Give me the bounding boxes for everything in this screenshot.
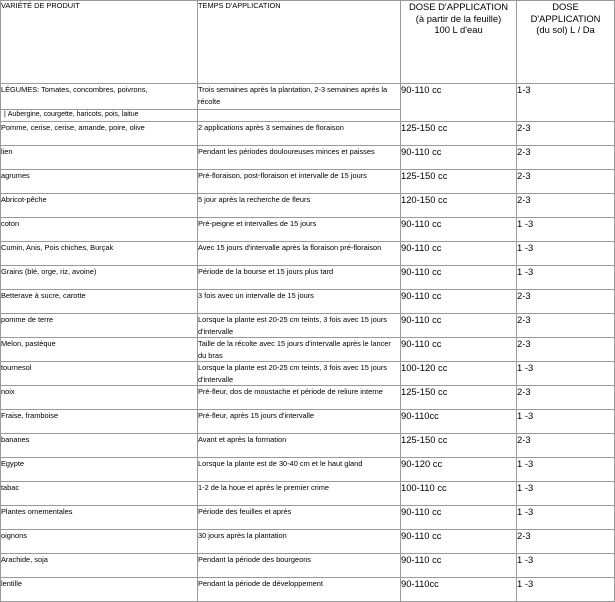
table-row-vegetables bbox=[1, 84, 615, 110]
cell-soil-dose: 2-3 bbox=[517, 290, 615, 314]
cell-variety: bananes bbox=[1, 434, 198, 458]
cell-soil-dose: 2-3 bbox=[517, 434, 615, 458]
cell-timing-text: 3 fois avec un intervalle de 15 jours bbox=[198, 291, 314, 300]
cell-timing bbox=[198, 242, 401, 266]
cell-timing-sub-empty bbox=[198, 110, 401, 122]
table-row bbox=[1, 362, 615, 386]
cell-timing bbox=[198, 458, 401, 482]
table-row bbox=[1, 194, 615, 218]
cell-timing-text: 5 jour après la recherche de fleurs bbox=[198, 195, 311, 204]
header-row bbox=[1, 1, 615, 84]
cell-timing-text: Taille de la récolte avec 15 jours d'intervalle après le lancer du bras bbox=[198, 339, 391, 359]
cell-leaf-dose: 90-110 cc bbox=[401, 290, 517, 314]
cell-timing-text: Pré-fleur, dos de moustache et période de reliure interne bbox=[198, 387, 383, 396]
cell-variety: Melon, pastèque bbox=[1, 338, 198, 362]
cell-variety: Abricot-pêche bbox=[1, 194, 198, 218]
cell-timing bbox=[198, 170, 401, 194]
cell-timing-text: Période de la bourse et 15 jours plus tard bbox=[198, 267, 334, 276]
cell-variety: agrumes bbox=[1, 170, 198, 194]
cell-variety: Cumin, Anis, Pois chiches, Burçak bbox=[1, 242, 198, 266]
cell-variety: Grains (blé, orge, riz, avoine) bbox=[1, 266, 198, 290]
cell-soil-dose: 1 -3 bbox=[517, 218, 615, 242]
cell-timing bbox=[198, 362, 401, 386]
cell-timing bbox=[198, 194, 401, 218]
cell-timing bbox=[198, 506, 401, 530]
cell-timing-text: Période des feuilles et après bbox=[198, 507, 292, 516]
cell-timing-text: Pendant la période des bourgeons bbox=[198, 555, 311, 564]
cell-soil-dose: 2-3 bbox=[517, 530, 615, 554]
cell-timing-text: Pré-floraison, post-floraison et intervalle de 15 jours bbox=[198, 171, 367, 180]
cell-variety: Pomme, cerise, cerise, amande, poire, olive bbox=[1, 122, 198, 146]
cell-soil-dose: 2-3 bbox=[517, 338, 615, 362]
cell-soil-dose: 2-3 bbox=[517, 146, 615, 170]
cell-timing-text: Trois semaines après la plantation, 2-3 semaines après la récolte bbox=[198, 85, 388, 105]
cell-variety: oignons bbox=[1, 530, 198, 554]
cell-timing-text: Pré-peigne et intervalles de 15 jours bbox=[198, 219, 317, 228]
cell-variety-sub-text: Aubergine, courgette, haricots, pois, laitue bbox=[7, 111, 139, 118]
table-row bbox=[1, 122, 615, 146]
header-leaf-dose bbox=[401, 1, 517, 84]
cell-soil-dose: 1 -3 bbox=[517, 410, 615, 434]
cell-timing bbox=[198, 386, 401, 410]
cell-soil-dose: 2-3 bbox=[517, 122, 615, 146]
cell-leaf-dose: 125-150 cc bbox=[401, 170, 517, 194]
cell-timing bbox=[198, 146, 401, 170]
table-row bbox=[1, 554, 615, 578]
cell-variety-sub: | Aubergine, courgette, haricots, pois, laitue bbox=[1, 110, 198, 122]
cell-leaf-dose: 125-150 cc bbox=[401, 386, 517, 410]
cell-variety: Plantes ornementales bbox=[1, 506, 198, 530]
cell-leaf-dose: 90-110 cc bbox=[401, 338, 517, 362]
cell-soil-dose: 1 -3 bbox=[517, 458, 615, 482]
cell-timing bbox=[198, 554, 401, 578]
header-soil-dose-line3: (du sol) L / Da bbox=[536, 24, 595, 35]
header-variety: VARIÉTÉ DE PRODUIT bbox=[1, 1, 198, 84]
cell-variety: tabac bbox=[1, 482, 198, 506]
cell-timing-text: Lorsque la plante est 20-25 cm teints, 3 fois avec 15 jours d'intervalle bbox=[198, 363, 387, 383]
cell-timing bbox=[198, 434, 401, 458]
cell-leaf-dose: 100-120 cc bbox=[401, 362, 517, 386]
cell-timing-text: Avec 15 jours d'intervalle après la floraison pré-floraison bbox=[198, 243, 382, 252]
cell-leaf-dose: 90-110 cc bbox=[401, 314, 517, 338]
cell-variety: pomme de terre bbox=[1, 314, 198, 338]
cell-soil-dose: 2-3 bbox=[517, 386, 615, 410]
cell-soil-dose: 1-3 bbox=[517, 84, 615, 122]
cell-leaf-dose: 90-110cc bbox=[401, 410, 517, 434]
cell-timing bbox=[198, 338, 401, 362]
cell-variety: Arachide, soja bbox=[1, 554, 198, 578]
table-row bbox=[1, 482, 615, 506]
table-row bbox=[1, 506, 615, 530]
cell-variety: LÉGUMES: Tomates, concombres, poivrons, bbox=[1, 84, 198, 110]
cell-soil-dose: 1 -3 bbox=[517, 242, 615, 266]
cell-soil-dose: 1 -3 bbox=[517, 506, 615, 530]
header-leaf-dose-line1: DOSE D'APPLICATION bbox=[408, 1, 509, 12]
cell-variety: coton bbox=[1, 218, 198, 242]
cell-timing-text: 30 jours après la plantation bbox=[198, 531, 287, 540]
table-row bbox=[1, 290, 615, 314]
cell-leaf-dose: 90-110 cc bbox=[401, 84, 517, 122]
table-row bbox=[1, 386, 615, 410]
cell-leaf-dose: 125-150 cc bbox=[401, 434, 517, 458]
cell-timing-text: Lorsque la plante est 20-25 cm teints, 3 fois avec 15 jours d'intervalle bbox=[198, 315, 387, 335]
cell-timing bbox=[198, 482, 401, 506]
header-soil-dose bbox=[517, 1, 615, 84]
cell-timing bbox=[198, 530, 401, 554]
cell-timing-text: 2 applications après 3 semaines de floraison bbox=[198, 123, 344, 132]
header-leaf-dose-line2: (à partir de la feuille) bbox=[415, 12, 502, 24]
table-row bbox=[1, 314, 615, 338]
cell-timing-text: Pré-fleur, après 15 jours d'intervalle bbox=[198, 411, 315, 420]
table-row bbox=[1, 338, 615, 362]
cell-soil-dose: 2-3 bbox=[517, 314, 615, 338]
cell-timing bbox=[198, 122, 401, 146]
cell-variety: Fraise, framboise bbox=[1, 410, 198, 434]
cell-leaf-dose: 90-110 cc bbox=[401, 530, 517, 554]
cell-variety: Egypte bbox=[1, 458, 198, 482]
cell-leaf-dose: 90-110 cc bbox=[401, 506, 517, 530]
table-row bbox=[1, 434, 615, 458]
table-row bbox=[1, 458, 615, 482]
cell-leaf-dose: 90-110 cc bbox=[401, 146, 517, 170]
cell-leaf-dose: 125-150 cc bbox=[401, 122, 517, 146]
cell-timing-text: Avant et après la formation bbox=[198, 435, 287, 444]
cell-timing bbox=[198, 218, 401, 242]
table-row bbox=[1, 170, 615, 194]
cell-variety: noix bbox=[1, 386, 198, 410]
header-leaf-dose-line3: 100 L d'eau bbox=[434, 24, 483, 35]
cell-timing bbox=[198, 84, 401, 110]
cell-soil-dose: 1 -3 bbox=[517, 482, 615, 506]
cell-leaf-dose: 90-110 cc bbox=[401, 218, 517, 242]
table-row bbox=[1, 266, 615, 290]
table-row bbox=[1, 410, 615, 434]
cell-variety: tournesol bbox=[1, 362, 198, 386]
cell-timing-text: Lorsque la plante est de 30-40 cm et le haut gland bbox=[198, 459, 363, 468]
cell-leaf-dose: 90-110 cc bbox=[401, 554, 517, 578]
header-soil-dose-line1: DOSE bbox=[552, 1, 579, 12]
cell-timing bbox=[198, 290, 401, 314]
cell-timing bbox=[198, 266, 401, 290]
cell-soil-dose: 1 -3 bbox=[517, 578, 615, 602]
cell-leaf-dose: 120-150 cc bbox=[401, 194, 517, 218]
table-row bbox=[1, 578, 615, 602]
cell-leaf-dose: 90-110cc bbox=[401, 578, 517, 602]
table-row bbox=[1, 146, 615, 170]
cell-leaf-dose: 90-110 cc bbox=[401, 266, 517, 290]
cell-variety: Betterave à sucre, carotte bbox=[1, 290, 198, 314]
cell-timing-text: Pendant les périodes douloureuses minces et paisses bbox=[198, 147, 375, 156]
cell-soil-dose: 2-3 bbox=[517, 194, 615, 218]
table-row bbox=[1, 218, 615, 242]
cell-variety: lien bbox=[1, 146, 198, 170]
cell-timing bbox=[198, 314, 401, 338]
cell-timing bbox=[198, 410, 401, 434]
cell-leaf-dose: 100-110 cc bbox=[401, 482, 517, 506]
cell-timing bbox=[198, 578, 401, 602]
cell-soil-dose: 1 -3 bbox=[517, 554, 615, 578]
cell-leaf-dose: 90-120 cc bbox=[401, 458, 517, 482]
cell-variety: lentille bbox=[1, 578, 198, 602]
header-timing: TEMPS D'APPLICATION bbox=[198, 1, 401, 84]
cell-timing-text: 1-2 de la houe et après le premier crime bbox=[198, 483, 330, 492]
cell-soil-dose: 2-3 bbox=[517, 170, 615, 194]
cell-timing-text: Pendant la période de développement bbox=[198, 579, 323, 588]
cell-leaf-dose: 90-110 cc bbox=[401, 242, 517, 266]
table-row bbox=[1, 530, 615, 554]
cell-soil-dose: 1 -3 bbox=[517, 266, 615, 290]
table-row bbox=[1, 242, 615, 266]
cell-soil-dose: 1 -3 bbox=[517, 362, 615, 386]
header-soil-dose-line2: D'APPLICATION bbox=[530, 12, 601, 24]
